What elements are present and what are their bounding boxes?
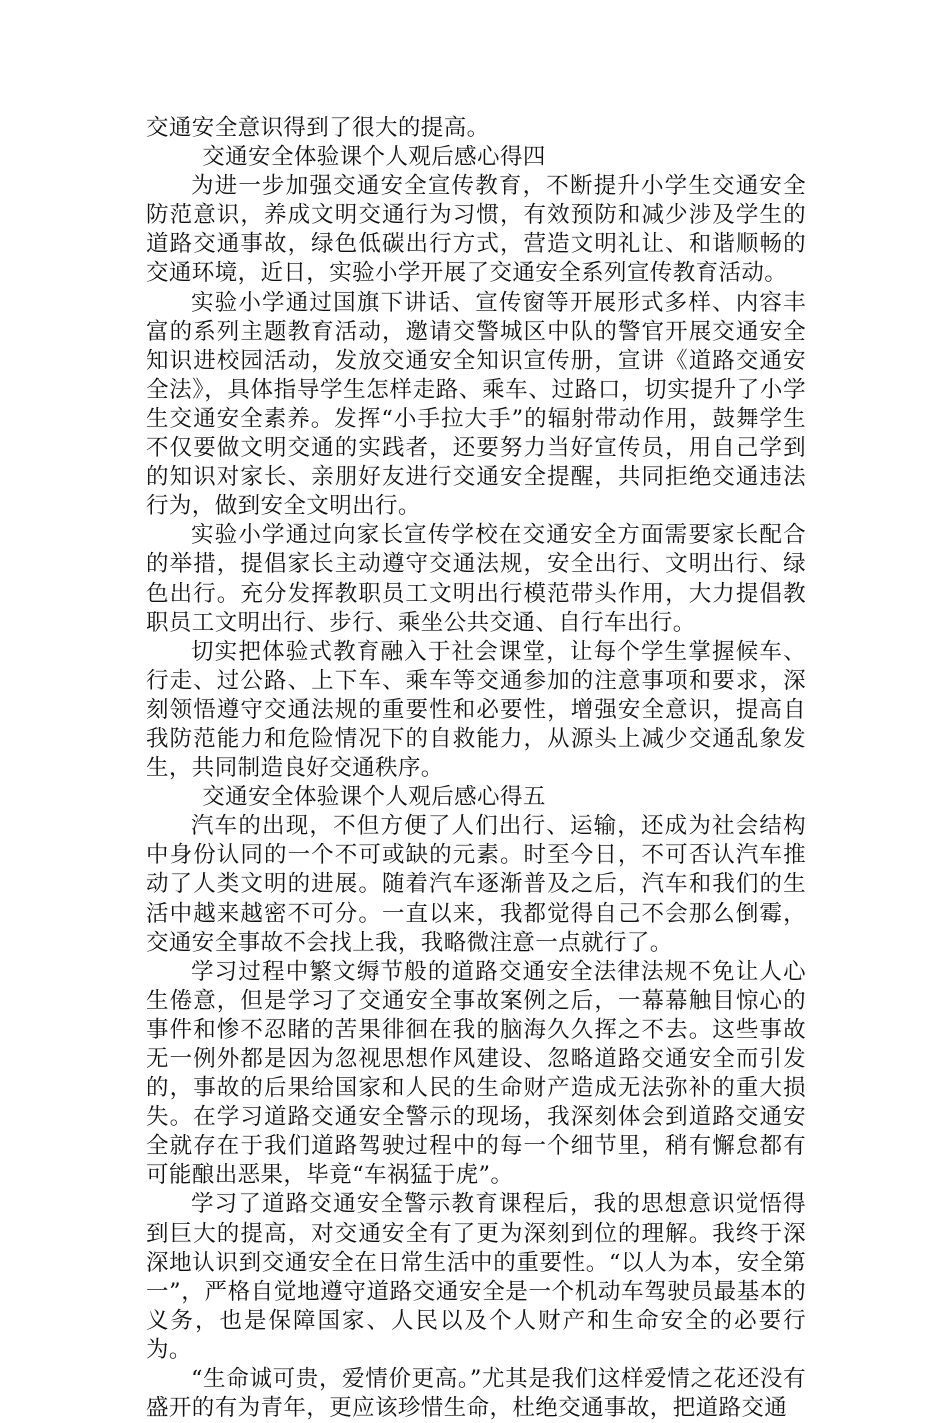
- section-5-paragraph-3: 学习了道路交通安全警示教育课程后，我的思想意识觉悟得到巨大的提高，对交通安全有了更为深刻到位的理解。我终于深深地认识到交通安全在日常生活中的重要性。“以人为本，安全第一”，严格自觉地遵守道路交通安全是一个机动车驾驶员最基本的义务，也是保障国家、人民以及个人财产和生命安全的必要行为。: [146, 1191, 806, 1363]
- section-5-paragraph-4: “生命诚可贵，爱情价更高。”尤其是我们这样爱情之花还没有盛开的有为青年，更应该珍惜生命，杜绝交通事故，把道路交通: [146, 1366, 806, 1422]
- section-4-paragraph-4: 切实把体验式教育融入于社会课堂，让每个学生掌握候车、行走、过公路、上下车、乘车等交通参加的注意事项和要求，深刻领悟遵守交通法规的重要性和必要性，增强安全意识，提高自我防范能力和危险情况下的自救能力，从源头上减少交通乱象发生，共同制造良好交通秩序。: [146, 638, 806, 782]
- section-4-title: 交通安全体验课个人观后感心得四: [202, 144, 546, 171]
- intro-fragment: 交通安全意识得到了很大的提高。: [146, 115, 490, 141]
- section-4-paragraph-2: 实验小学通过国旗下讲话、宣传窗等开展形式多样、内容丰富的系列主题教育活动，邀请交警城区中队的警官开展交通安全知识进校园活动，发放交通安全知识宣传册，宣讲《道路交通安全法》，具体指导学生怎样走路、乘车、过路口，切实提升了小学生交通安全素养。发挥“小手拉大手”的辐射带动作用，鼓舞学生不仅要做文明交通的实践者，还要努力当好宣传员，用自己学到的知识对家长、亲朋好友进行交通安全提醒，共同拒绝交通违法行为，做到安全文明出行。: [146, 289, 806, 520]
- section-5-title: 交通安全体验课个人观后感心得五: [202, 784, 546, 811]
- section-5-paragraph-1: 汽车的出现，不但方便了人们出行、运输，还成为社会结构中身份认同的一个不可或缺的元素。时至今日，不可否认汽车推动了人类文明的进展。随着汽车逐渐普及之后，汽车和我们的生活中越来越密不可分。一直以来，我都觉得自己不会那么倒霉，交通安全事故不会找上我，我略微注意一点就行了。: [146, 813, 806, 956]
- section-4-paragraph-3: 实验小学通过向家长宣传学校在交通安全方面需要家长配合的举措，提倡家长主动遵守交通法规，安全出行、文明出行、绿色出行。充分发挥教职员工文明出行模范带头作用，大力提倡教职员工文明出行、步行、乘坐公共交通、自行车出行。: [146, 522, 806, 636]
- document-page: [146, 114, 806, 1422]
- section-4-paragraph-1: 为进一步加强交通安全宣传教育，不断提升小学生交通安全防范意识，养成文明交通行为习惯，有效预防和减少涉及学生的道路交通事故，绿色低碳出行方式，营造文明礼让、和谐顺畅的交通环境，近日，实验小学开展了交通安全系列宣传教育活动。: [146, 173, 806, 287]
- section-5-paragraph-2: 学习过程中繁文缛节般的道路交通安全法律法规不免让人心生倦意，但是学习了交通安全事故案例之后，一幕幕触目惊心的事件和惨不忍睹的苦果徘徊在我的脑海久久挥之不去。这些事故无一例外都是因为忽视思想作风建设、忽略道路交通安全而引发的，事故的后果给国家和人民的生命财产造成无法弥补的重大损失。在学习道路交通安全警示的现场，我深刻体会到道路交通安全就存在于我们道路驾驶过程中的每一个细节里，稍有懈怠都有可能酿出恶果，毕竟“车祸猛于虎”。: [146, 958, 806, 1189]
